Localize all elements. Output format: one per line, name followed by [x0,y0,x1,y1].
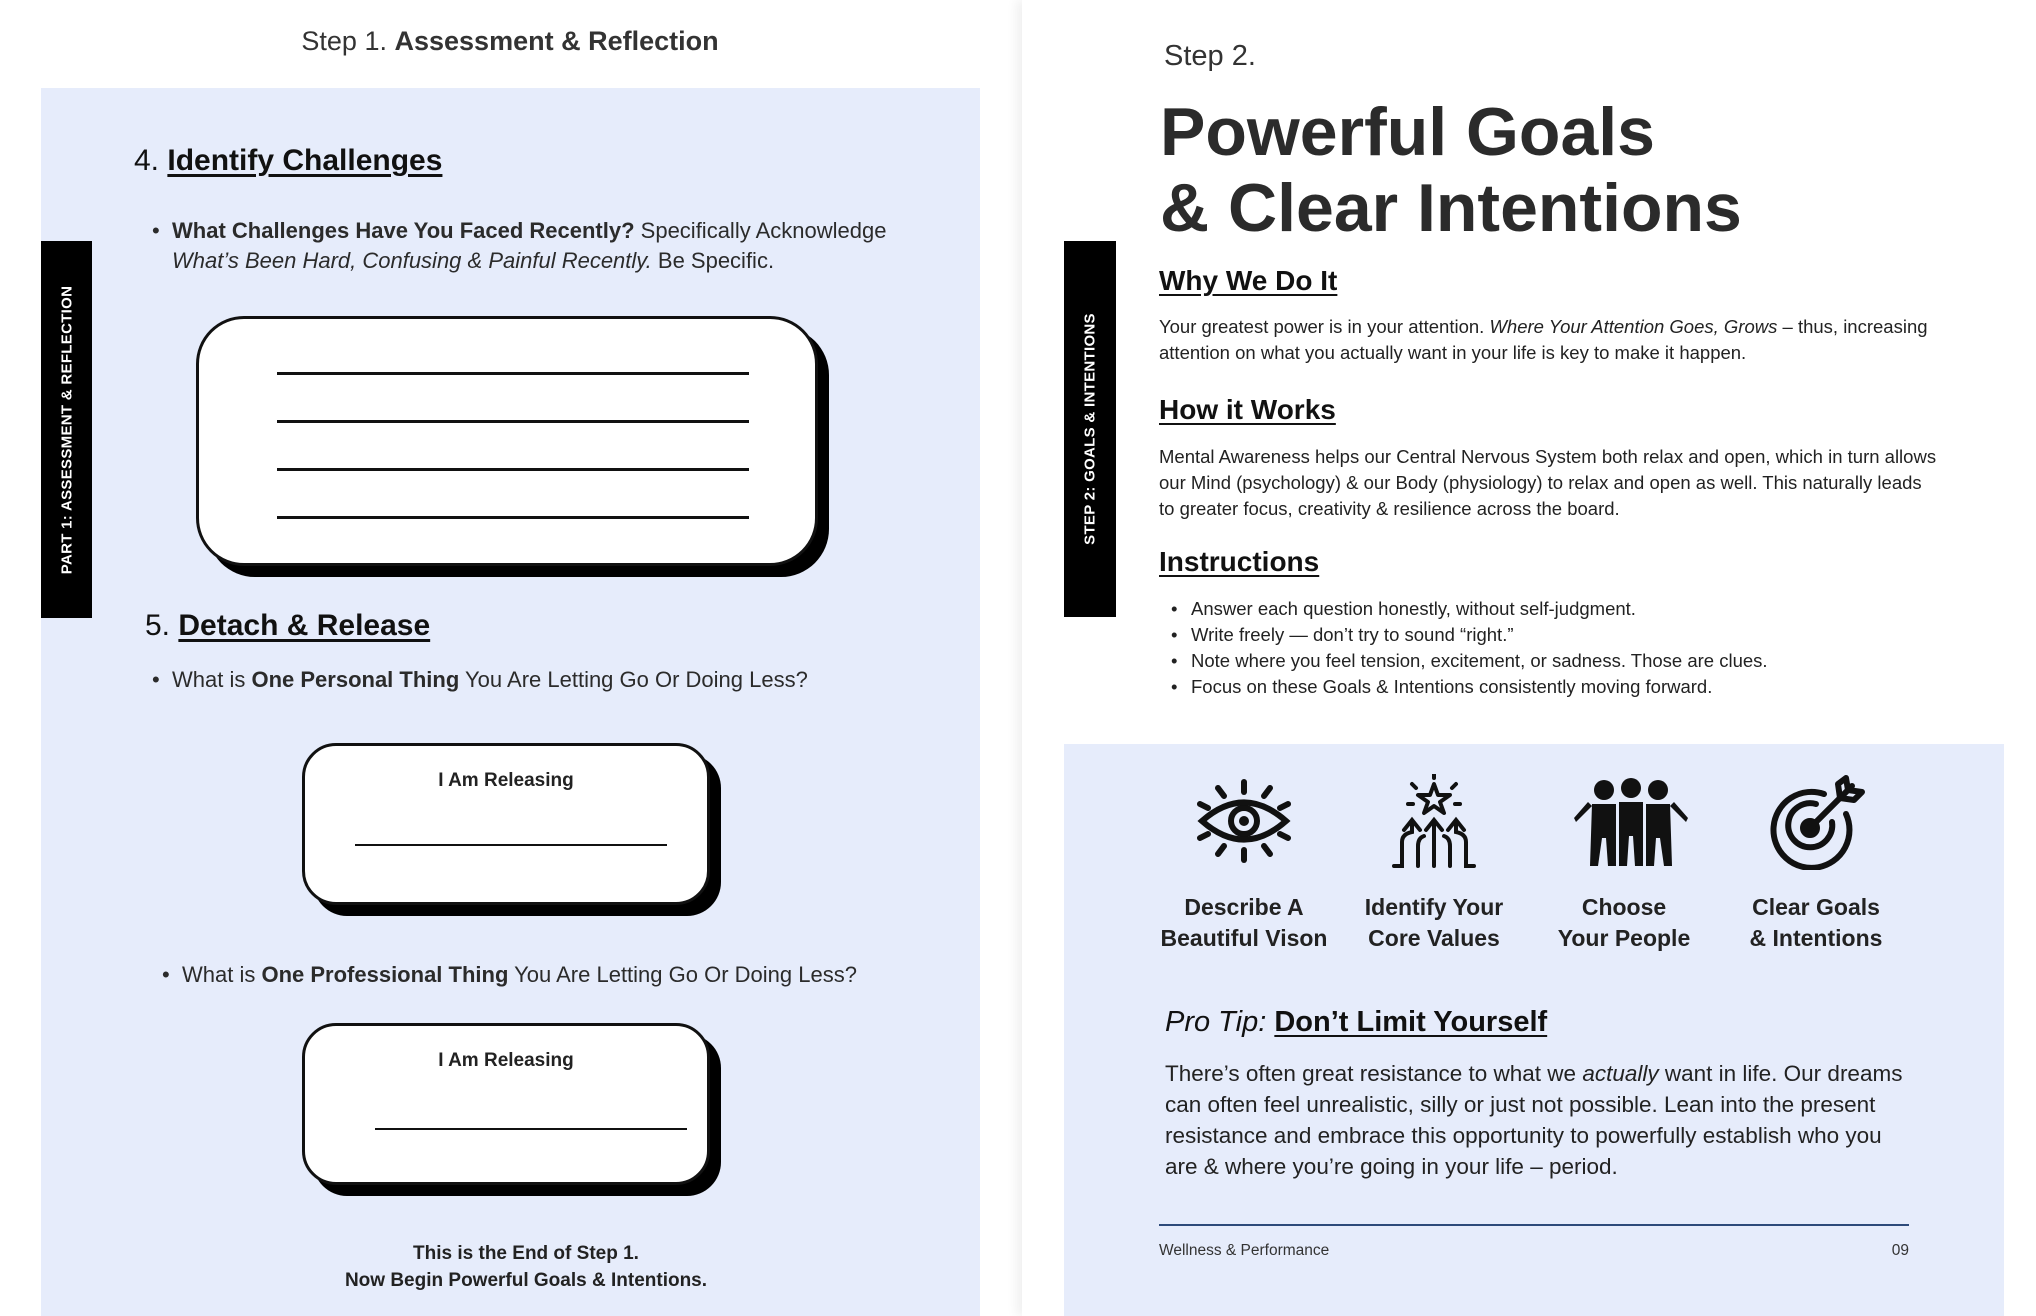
step-label: Step 2. [1164,40,1256,72]
challenge-question: • What Challenges Have You Faced Recently? Specifically Acknowledge What’s Been Hard, Confusing & Painful Recently. Be Specific. [172,216,942,276]
people-group-icon [1572,778,1690,868]
footer-brand: Wellness & Performance [1159,1242,1330,1259]
how-text: Mental Awareness helps our Central Nervous System both relax and open, which in turn allows our Mind (psychology) & our Body (physiology) to relax and open as well. This naturally leads to greater focus, creativity & resilience across the board. [1159,446,1937,519]
section-4-heading: 4. Identify Challenges [134,144,443,177]
instructions-list [1191,596,1951,700]
feature-goals-label: Clear Goals & Intentions [1749,894,1883,951]
personal-release-question: • What is One Personal Thing You Are Letting Go Or Doing Less? [172,665,952,695]
professional-release-question: • What is One Professional Thing You Are Letting Go Or Doing Less? [182,960,962,990]
writing-line [277,468,749,471]
left-side-tab: PART 1: ASSESSMENT & REFLECTION [41,241,92,618]
instruction-item: • Answer each question honestly, without self-judgment. [1191,596,1951,622]
arrows-star-icon [1388,774,1480,868]
feature-people-label: Choose Your People [1557,894,1691,951]
instruction-item: • Focus on these Goals & Intentions consistently moving forward. [1191,674,1951,700]
footer-divider [1159,1224,1909,1226]
personal-release-box[interactable] [302,743,710,905]
writing-line [277,420,749,423]
instructions-heading: Instructions [1159,546,1320,577]
right-side-tab: STEP 2: GOALS & INTENTIONS [1064,241,1116,617]
left-page-header [0,26,1020,57]
pro-tip-heading: Pro Tip: Don’t Limit Yourself [1165,1006,1548,1038]
feature-vision-label: Describe A Beautiful Vison [1160,894,1328,951]
page-number: 09 [1891,1242,1909,1259]
section-5-title: Detach & Release [178,609,431,642]
releasing-label: I Am Releasing [438,770,574,791]
instruction-item: • Write freely — don’t try to sound “right.” [1191,622,1951,648]
how-heading: How it Works [1159,394,1336,425]
writing-line [277,372,749,375]
writing-line [375,1128,687,1130]
target-icon [1768,774,1866,870]
releasing-label: I Am Releasing [438,1050,574,1071]
instruction-item: • Note where you feel tension, excitement, or sadness. Those are clues. [1191,648,1951,674]
section-4-title: Identify Challenges [167,144,443,177]
header-title: Assessment & Reflection [394,26,719,56]
feature-values-label: Identify Your Core Values [1364,894,1504,951]
why-text: Your greatest power is in your attention. Where Your Attention Goes, Grows – thus, increasing attention on what you actually want in your life is key to make it happen. [1159,316,1928,363]
pro-tip-text: There’s often great resistance to what we actually want in life. Our dreams can often feel unrealistic, silly or just not possible. Lean into the present resistance and embrace this opportunity to powerfully establish who you are & where you’re going in your life – period. [1165,1061,1903,1179]
header-prefix: Step 1. [301,26,387,56]
challenges-writing-box[interactable] [196,316,818,566]
right-page [1022,0,2036,1316]
features-panel [1064,744,2004,1316]
why-heading: Why We Do It [1159,265,1338,296]
end-of-step-note: This is the End of Step 1. Now Begin Powerful Goals & Intentions. [344,1243,708,1291]
section-5-heading: 5. Detach & Release [145,609,431,642]
writing-line [277,516,749,519]
professional-release-box[interactable] [302,1023,710,1185]
eye-icon [1196,778,1292,864]
page-title: Powerful Goals & Clear Intentions [1160,94,1742,246]
writing-line [355,844,667,846]
